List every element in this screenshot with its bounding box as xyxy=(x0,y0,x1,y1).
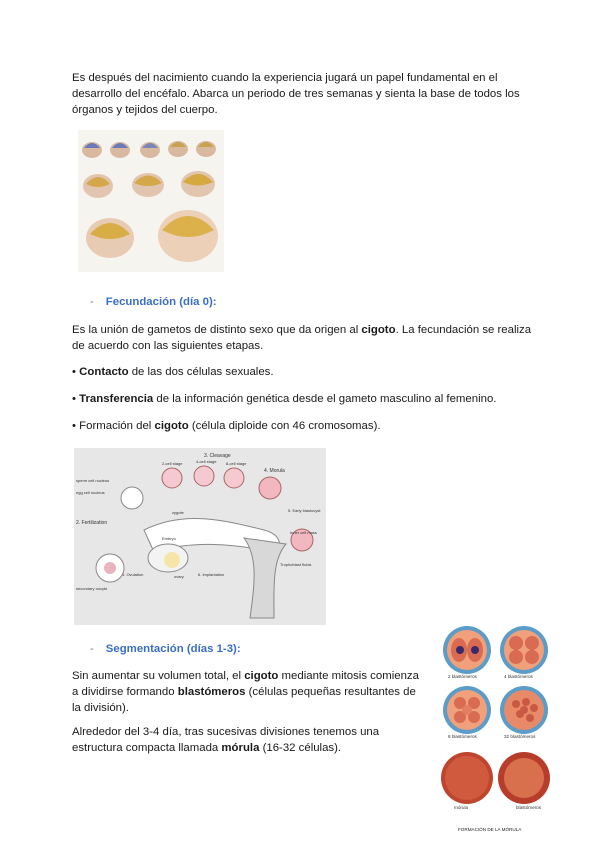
bullet-dot: • xyxy=(72,366,76,378)
morula-figure-svg xyxy=(440,624,552,836)
item-rest: de la información genética desde el gameto masculino al femenino. xyxy=(153,393,497,405)
bullet-dot: • xyxy=(72,420,76,432)
item-rest: (célula diploide con 46 cromosomas). xyxy=(188,420,381,432)
seg-p2-b: (16-32 células). xyxy=(259,742,342,754)
label-eight-cell: 8-cell stage xyxy=(226,461,247,466)
label-secondary-oocyte: secondary oocyte xyxy=(76,586,108,591)
segmentacion-paragraph-1 xyxy=(72,668,422,716)
segmentacion-paragraph-2 xyxy=(72,724,427,756)
morula-label-5: blastómeros xyxy=(516,805,542,810)
label-early-blastocyst: 5. Early blastocyst xyxy=(288,508,321,513)
label-trophoblast: Trophoblast fluids xyxy=(280,562,312,567)
seg-p2-a: Alrededor del 3-4 día, tras sucesivas divisiones tenemos una estructura compacta llamada xyxy=(72,726,380,754)
label-embryo: Embryo xyxy=(162,536,176,541)
label-fertilization: 2. Fertilization xyxy=(76,520,108,526)
fecundacion-item-transferencia xyxy=(72,391,542,407)
morula-label-2: 8 blastómeros xyxy=(448,734,477,739)
item-bold: cigoto xyxy=(154,420,189,432)
bullet-dot: • xyxy=(72,393,76,405)
label-cleavage: 3. Cleavage xyxy=(204,453,231,459)
seg-p2-bold: mórula xyxy=(221,742,260,754)
fecundacion-heading-text: Fecundación (día 0): xyxy=(105,296,217,308)
intro-paragraph xyxy=(72,70,522,118)
seg-p1-bold1: cigoto xyxy=(244,670,279,682)
label-two-cell: 2-cell stage xyxy=(162,461,183,466)
intro-text: Es después del nacimiento cuando la experiencia jugará un papel fundamental en el desarrollo del encéfalo. Abarca un periodo de tres semanas y sienta la base de todos los órganos y tejidos del cuerpo. xyxy=(72,72,520,116)
morula-formation-figure xyxy=(440,624,552,836)
label-ovulation: 1. Ovulation xyxy=(122,572,144,577)
label-inner-cell-mass: Inner cell mass xyxy=(290,530,317,535)
label-sperm-nucleus: sperm cell nucleus xyxy=(76,478,110,483)
item-bold: Contacto xyxy=(79,366,129,378)
fertilization-diagram xyxy=(74,448,326,625)
fecundacion-intro-a: Es la unión de gametos de distinto sexo que da origen al xyxy=(72,324,362,336)
seg-p1-c: (células pequeñas resultantes de la división). xyxy=(72,686,416,714)
label-zygote: zygote xyxy=(172,510,184,515)
label-ovary: ovary xyxy=(174,574,184,579)
segmentacion-heading xyxy=(90,643,241,655)
item-pre: Formación del xyxy=(79,420,155,432)
fecundacion-intro-bold: cigoto xyxy=(361,324,396,336)
label-implantation: 6. Implantation xyxy=(198,572,225,577)
label-four-cell: 4-cell stage xyxy=(196,459,217,464)
segmentacion-heading-text: Segmentación (días 1-3): xyxy=(105,643,241,655)
morula-caption: FORMACIÓN DE LA MÓRULA xyxy=(458,827,522,832)
fecundacion-intro xyxy=(72,322,532,354)
seg-p1-b: mediante mitosis comienza a dividirse formando xyxy=(72,670,419,698)
fecundacion-item-contacto xyxy=(72,364,532,380)
brain-development-illustration xyxy=(78,130,224,272)
morula-label-4: mórula xyxy=(454,805,469,810)
item-bold: Transferencia xyxy=(79,393,154,405)
fecundacion-item-cigoto xyxy=(72,418,532,434)
fertilization-diagram-svg xyxy=(74,448,326,625)
morula-label-3: 32 blastómeros xyxy=(504,734,536,739)
fecundacion-intro-b: . La fecundación se realiza de acuerdo con las siguientes etapas. xyxy=(72,324,532,352)
brain-development-image xyxy=(78,130,224,272)
fecundacion-heading xyxy=(90,296,217,308)
heading-dash: - xyxy=(90,296,94,308)
label-morula: 4. Morula xyxy=(264,468,285,474)
heading-dash: - xyxy=(90,643,94,655)
brain-row-2 xyxy=(83,171,215,198)
label-egg-nucleus: egg cell nucleus xyxy=(76,490,105,495)
item-rest: de las dos células sexuales. xyxy=(128,366,274,378)
morula-label-0: 2 blastómeros xyxy=(448,674,477,679)
seg-p1-bold2: blastómeros xyxy=(177,686,246,698)
morula-label-1: 4 blastómeros xyxy=(504,674,533,679)
seg-p1-a: Sin aumentar su volumen total, el xyxy=(72,670,245,682)
